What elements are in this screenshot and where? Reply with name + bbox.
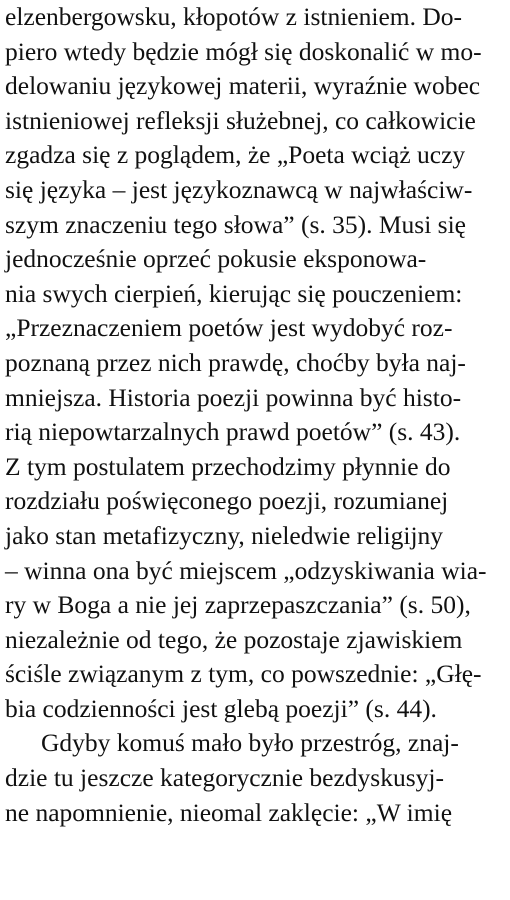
text-line-20: ściśle związanym z tym, co powszednie: „Głę- [5, 659, 482, 689]
body-text [5, 0, 510, 830]
text-line-1: elzenbergowsku, kłopotów z istnieniem. Do- [5, 2, 463, 31]
text-line-8: jednocześnie oprzeć pokusie eksponowa- [5, 244, 427, 274]
text-line-10: „Przeznaczeniem poetów jest wydobyć roz- [5, 313, 453, 343]
text-line-18: ry w Boga a nie jej zaprzepaszczania” (s. 50), [5, 590, 471, 620]
text-line-16: jako stan metafizyczny, nieledwie religijny [5, 520, 444, 550]
text-line-12: mniejsza. Historia poezji powinna być histo- [5, 382, 462, 412]
text-line-21: bia codzienności jest glebą poezji” (s. 44). [5, 693, 437, 723]
text-line-7: szym znaczeniu tego słowa” (s. 35). Musi się [5, 209, 467, 239]
text-line-4: istnieniowej refleksji służebnej, co całkowicie [5, 105, 476, 135]
text-line-19: niezależnie od tego, że pozostaje zjawiskiem [5, 624, 463, 654]
text-line-14: Z tym postulatem przechodzimy płynnie do [5, 451, 451, 481]
text-line-17: – winna ona być miejscem „odzyskiwania wia- [5, 555, 487, 585]
text-line-24: ne napomnienie, nieomal zaklęcie: „W imię [5, 797, 453, 827]
text-line-23: dzie tu jeszcze kategorycznie bezdyskusyj- [5, 763, 444, 793]
text-line-9: nia swych cierpień, kierując się pouczeniem: [5, 278, 463, 308]
text-line-2: piero wtedy będzie mógł się doskonalić w mo- [5, 36, 482, 66]
text-line-6: się języka – jest językoznawcą w najwłaściw- [5, 174, 473, 204]
text-line-15: rozdziału poświęconego poezji, rozumianej [5, 486, 449, 516]
paragraph-start-line: Gdyby komuś mało było przestróg, znaj- [41, 728, 459, 758]
text-line-11: poznaną przez nich prawdę, choćby była naj- [5, 347, 466, 377]
text-line-3: delowaniu językowej materii, wyraźnie wobec [5, 71, 481, 101]
text-line-13: rią niepowtarzalnych prawd poetów” (s. 43). [5, 417, 461, 447]
text-line-5: zgadza się z poglądem, że „Poeta wciąż uczy [5, 140, 466, 170]
